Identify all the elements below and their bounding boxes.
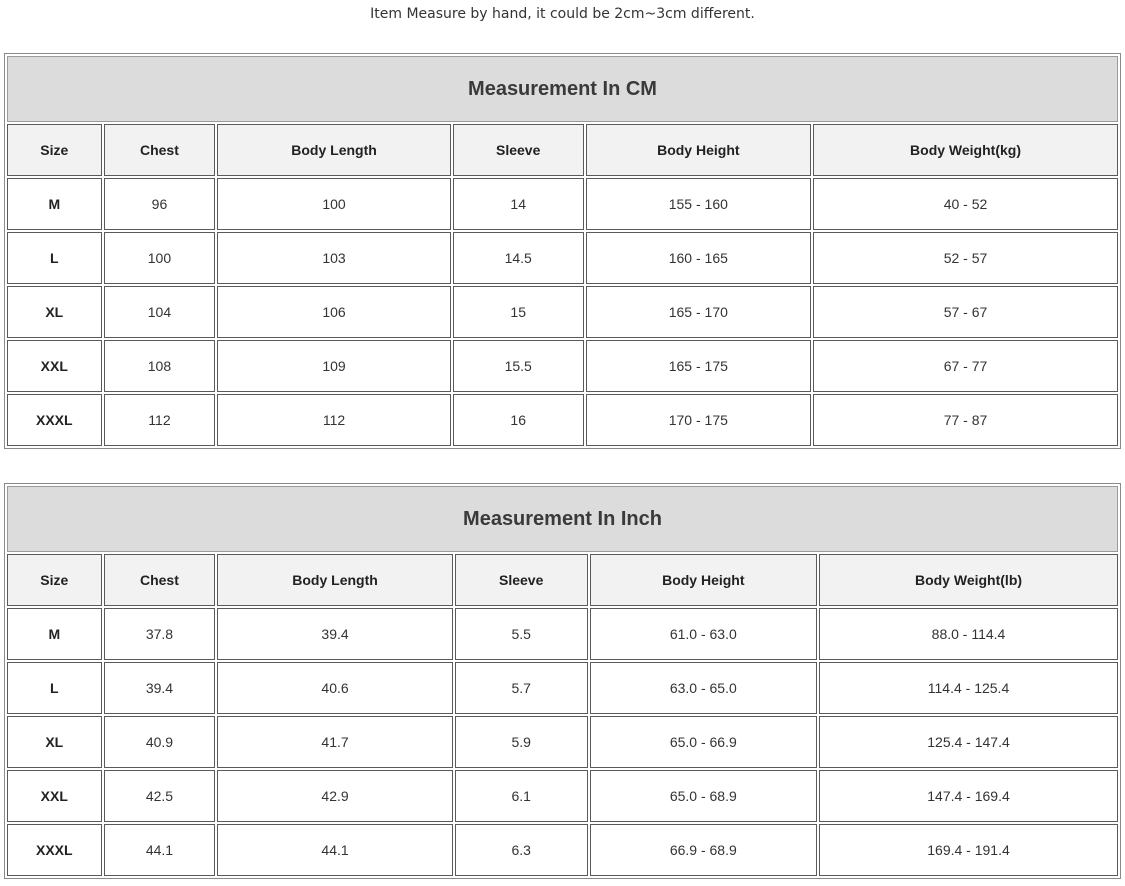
body-length-cell: 109 <box>217 340 450 392</box>
column-header-body-height: Body Height <box>590 554 817 606</box>
body-length-cell: 41.7 <box>217 716 452 768</box>
cm-size-table <box>4 53 1121 449</box>
body-length-cell: 106 <box>217 286 450 338</box>
cm-table-title: Measurement In CM <box>7 56 1118 122</box>
body-height-cell: 65.0 - 68.9 <box>590 770 817 822</box>
column-header-size: Size <box>7 124 102 176</box>
chest-cell: 104 <box>104 286 216 338</box>
chest-cell: 42.5 <box>104 770 216 822</box>
sleeve-cell: 15 <box>453 286 584 338</box>
body-height-cell: 61.0 - 63.0 <box>590 608 817 660</box>
body-weight-cell: 169.4 - 191.4 <box>819 824 1118 876</box>
table-header-row <box>7 124 1118 176</box>
sleeve-cell: 6.1 <box>455 770 588 822</box>
body-weight-cell: 77 - 87 <box>813 394 1118 446</box>
table-row <box>7 662 1118 714</box>
chest-cell: 100 <box>104 232 216 284</box>
body-height-cell: 165 - 175 <box>586 340 811 392</box>
column-header-body-height: Body Height <box>586 124 811 176</box>
chest-cell: 39.4 <box>104 662 216 714</box>
chest-cell: 112 <box>104 394 216 446</box>
table-title-row <box>7 486 1118 552</box>
column-header-chest: Chest <box>104 124 216 176</box>
size-cell: XL <box>7 716 102 768</box>
body-height-cell: 170 - 175 <box>586 394 811 446</box>
body-weight-cell: 57 - 67 <box>813 286 1118 338</box>
body-length-cell: 44.1 <box>217 824 452 876</box>
table-row <box>7 178 1118 230</box>
column-header-size: Size <box>7 554 102 606</box>
body-length-cell: 100 <box>217 178 450 230</box>
body-length-cell: 42.9 <box>217 770 452 822</box>
column-header-sleeve: Sleeve <box>455 554 588 606</box>
size-cell: M <box>7 178 102 230</box>
sleeve-cell: 15.5 <box>453 340 584 392</box>
measurement-note: Item Measure by hand, it could be 2cm~3cm different. <box>370 6 755 22</box>
table-row <box>7 340 1118 392</box>
table-row <box>7 770 1118 822</box>
table-row <box>7 286 1118 338</box>
size-cell: M <box>7 608 102 660</box>
table-row <box>7 608 1118 660</box>
table-row <box>7 394 1118 446</box>
body-height-cell: 63.0 - 65.0 <box>590 662 817 714</box>
table-header-row <box>7 554 1118 606</box>
table-row <box>7 824 1118 876</box>
body-length-cell: 40.6 <box>217 662 452 714</box>
chest-cell: 44.1 <box>104 824 216 876</box>
size-cell: XL <box>7 286 102 338</box>
sleeve-cell: 6.3 <box>455 824 588 876</box>
body-weight-cell: 125.4 - 147.4 <box>819 716 1118 768</box>
table-row <box>7 232 1118 284</box>
chest-cell: 40.9 <box>104 716 216 768</box>
size-cell: L <box>7 232 102 284</box>
column-header-body-length: Body Length <box>217 554 452 606</box>
size-cell: XXL <box>7 340 102 392</box>
column-header-body-weight: Body Weight(kg) <box>813 124 1118 176</box>
inch-size-table <box>4 483 1121 879</box>
chest-cell: 96 <box>104 178 216 230</box>
chest-cell: 37.8 <box>104 608 216 660</box>
body-length-cell: 103 <box>217 232 450 284</box>
body-height-cell: 65.0 - 66.9 <box>590 716 817 768</box>
body-height-cell: 165 - 170 <box>586 286 811 338</box>
body-length-cell: 39.4 <box>217 608 452 660</box>
sleeve-cell: 5.5 <box>455 608 588 660</box>
sleeve-cell: 16 <box>453 394 584 446</box>
body-height-cell: 160 - 165 <box>586 232 811 284</box>
sleeve-cell: 14.5 <box>453 232 584 284</box>
body-weight-cell: 67 - 77 <box>813 340 1118 392</box>
body-weight-cell: 114.4 - 125.4 <box>819 662 1118 714</box>
sleeve-cell: 5.7 <box>455 662 588 714</box>
body-weight-cell: 40 - 52 <box>813 178 1118 230</box>
body-length-cell: 112 <box>217 394 450 446</box>
sleeve-cell: 5.9 <box>455 716 588 768</box>
column-header-body-weight: Body Weight(lb) <box>819 554 1118 606</box>
column-header-body-length: Body Length <box>217 124 450 176</box>
body-weight-cell: 52 - 57 <box>813 232 1118 284</box>
size-cell: XXL <box>7 770 102 822</box>
body-height-cell: 66.9 - 68.9 <box>590 824 817 876</box>
body-weight-cell: 88.0 - 114.4 <box>819 608 1118 660</box>
size-cell: XXXL <box>7 824 102 876</box>
size-cell: XXXL <box>7 394 102 446</box>
column-header-chest: Chest <box>104 554 216 606</box>
size-cell: L <box>7 662 102 714</box>
inch-table-title: Measurement In Inch <box>7 486 1118 552</box>
body-height-cell: 155 - 160 <box>586 178 811 230</box>
body-weight-cell: 147.4 - 169.4 <box>819 770 1118 822</box>
column-header-sleeve: Sleeve <box>453 124 584 176</box>
chest-cell: 108 <box>104 340 216 392</box>
table-title-row <box>7 56 1118 122</box>
table-row <box>7 716 1118 768</box>
sleeve-cell: 14 <box>453 178 584 230</box>
